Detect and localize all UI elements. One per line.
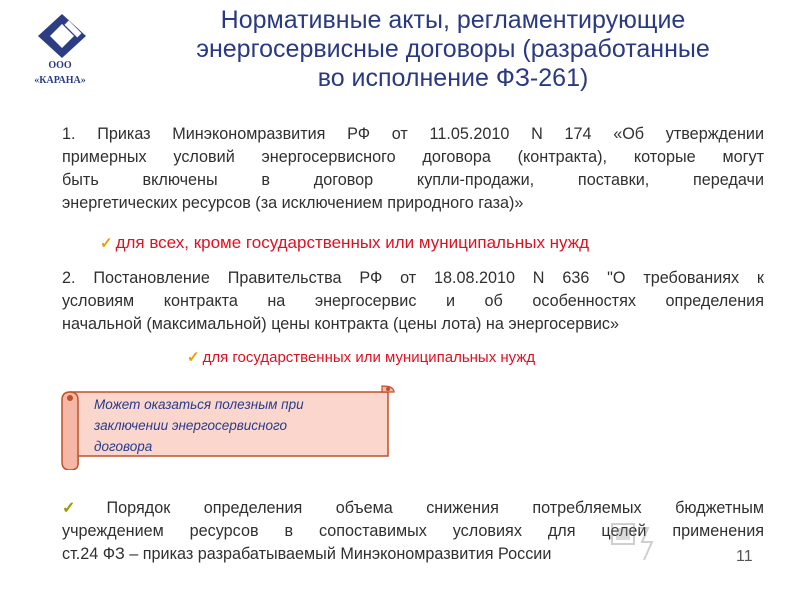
slide-title: Нормативные акты, регламентирующие энергосервисные договоры (разработанные во исполнение ФЗ-261) (196, 6, 710, 92)
item-2-checkmark-note: ✓ для государственных или муниципальных нужд (187, 349, 536, 366)
org-name: ООО «КАРАНА» (34, 60, 86, 86)
checkmark-icon: ✓ (100, 235, 113, 252)
checkmark-icon: ✓ (62, 499, 105, 517)
item-1-checkmark-note: ✓ для всех, кроме государственных или муниципальных нужд (100, 233, 590, 252)
scroll-callout-text: Может оказаться полезным при заключении энергосервисного договора (94, 397, 304, 454)
item-2-text: 2. Постановление Правительства РФ от 18.08.2010 N 636 "О требованиях к условиям контракта на энергосервис и об особенностях определения начальной (максимальной) цены контракта (цены лота) на энергосервис» (62, 269, 764, 333)
item-1-text: 1. Приказ Минэкономразвития РФ от 11.05.2010 N 174 «Об утверждении примерных условий энергосервисного договора (контракта), которые могут быть включены в договор купли-продажи, поставки, передачи энергетических ресурсов (за исключением природного газа)» (62, 125, 764, 212)
bottom-text: ✓ Порядок определения объема снижения потребляемых бюджетным учреждением ресурсов в сопоставимых условиях для целей применения ст.24 ФЗ – приказ разрабатываемый Минэкономразвития России (62, 499, 764, 563)
page-number: 11 (736, 548, 753, 565)
checkmark-icon: ✓ (187, 349, 200, 366)
watermark-logo (608, 520, 672, 568)
